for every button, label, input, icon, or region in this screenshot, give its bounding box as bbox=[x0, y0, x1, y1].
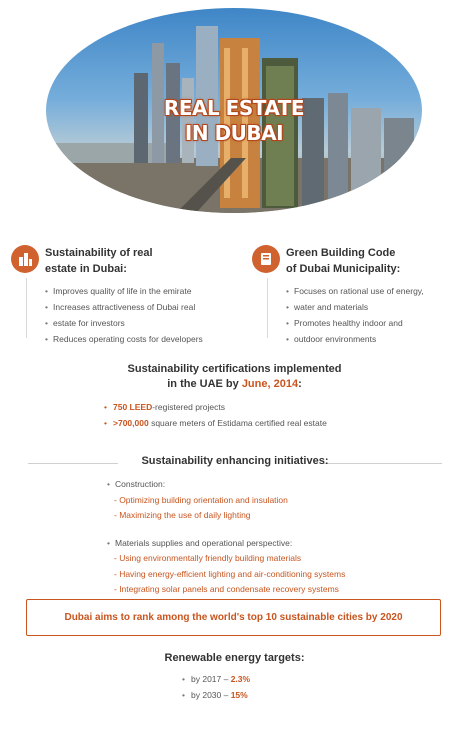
list-item: - Maximizing the use of daily lighting bbox=[114, 510, 251, 520]
divider bbox=[26, 278, 27, 338]
leed-count: 750 LEED bbox=[113, 402, 153, 412]
green-code-section bbox=[252, 245, 462, 344]
construction-label: • Construction: bbox=[107, 477, 345, 493]
certifications-title bbox=[0, 362, 469, 392]
initiatives-list bbox=[107, 477, 345, 598]
materials-label: • Materials supplies and operational perspective: bbox=[107, 536, 345, 552]
hero-image bbox=[46, 8, 422, 213]
certifications-list bbox=[104, 399, 327, 431]
green-code-list bbox=[286, 283, 424, 347]
estidama-text: square meters of Estidama certified real estate bbox=[148, 418, 327, 428]
hero-title bbox=[46, 96, 422, 146]
green-code-title-line-2: of Dubai Municipality: bbox=[286, 263, 401, 275]
sustainability-title-line-1: Sustainability of real bbox=[45, 247, 153, 259]
list-item: • estate for investors bbox=[45, 315, 203, 331]
list-item bbox=[182, 671, 250, 687]
list-item: - Integrating solar panels and condensate recovery systems bbox=[114, 584, 339, 594]
list-item: • Promotes healthy indoor and bbox=[286, 315, 424, 331]
book-icon bbox=[252, 245, 280, 273]
list-item: • water and materials bbox=[286, 299, 424, 315]
renewable-2030-label: by 2030 – bbox=[191, 690, 231, 700]
certifications-title-line-1: Sustainability certifications implemented bbox=[127, 363, 342, 375]
sustainability-title bbox=[45, 245, 245, 277]
leed-text: -registered projects bbox=[152, 402, 225, 412]
renewable-2017-label: by 2017 – bbox=[191, 674, 231, 684]
certifications-title-prefix: in the UAE by bbox=[167, 378, 242, 390]
hero-title-line-2: IN DUBAI bbox=[184, 121, 284, 145]
list-item: - Optimizing building orientation and insulation bbox=[114, 494, 288, 505]
renewable-2017-value: 2.3% bbox=[230, 674, 251, 684]
certifications-title-line-2 bbox=[0, 377, 469, 392]
hero-title-line-1: REAL ESTATE bbox=[163, 96, 305, 120]
green-code-title-line-1: Green Building Code bbox=[286, 247, 396, 259]
estidama-value: >700,000 bbox=[113, 418, 149, 428]
initiatives-title: Sustainability enhancing initiatives: bbox=[141, 455, 329, 467]
goal-banner: Dubai aims to rank among the world's top 10 sustainable cities by 2020 bbox=[26, 599, 441, 636]
sustainability-list bbox=[45, 283, 203, 347]
initiatives-header bbox=[28, 455, 442, 471]
renewable-list bbox=[182, 671, 250, 703]
certifications-title-suffix: : bbox=[298, 378, 302, 390]
divider bbox=[267, 278, 268, 338]
list-item bbox=[182, 687, 250, 703]
renewable-title: Renewable energy targets: bbox=[164, 652, 305, 664]
list-item: • Focuses on rational use of energy, bbox=[286, 283, 424, 299]
list-item bbox=[104, 415, 327, 431]
list-item: • outdoor environments bbox=[286, 331, 424, 347]
list-item bbox=[104, 399, 327, 415]
buildings-icon bbox=[11, 245, 39, 273]
sustainability-title-line-2: estate in Dubai: bbox=[45, 263, 127, 275]
sustainability-section bbox=[11, 245, 231, 344]
list-item: • Increases attractiveness of Dubai real bbox=[45, 299, 203, 315]
green-code-title bbox=[286, 245, 469, 277]
list-item: - Having energy-efficient lighting and air-conditioning systems bbox=[114, 568, 346, 579]
list-item: • Improves quality of life in the emirate bbox=[45, 283, 203, 299]
certifications-date: June, 2014 bbox=[241, 378, 299, 390]
list-item: - Using environmentally friendly building materials bbox=[114, 553, 302, 563]
list-item: • Reduces operating costs for developers bbox=[45, 331, 203, 347]
renewable-2030-value: 15% bbox=[230, 690, 248, 700]
